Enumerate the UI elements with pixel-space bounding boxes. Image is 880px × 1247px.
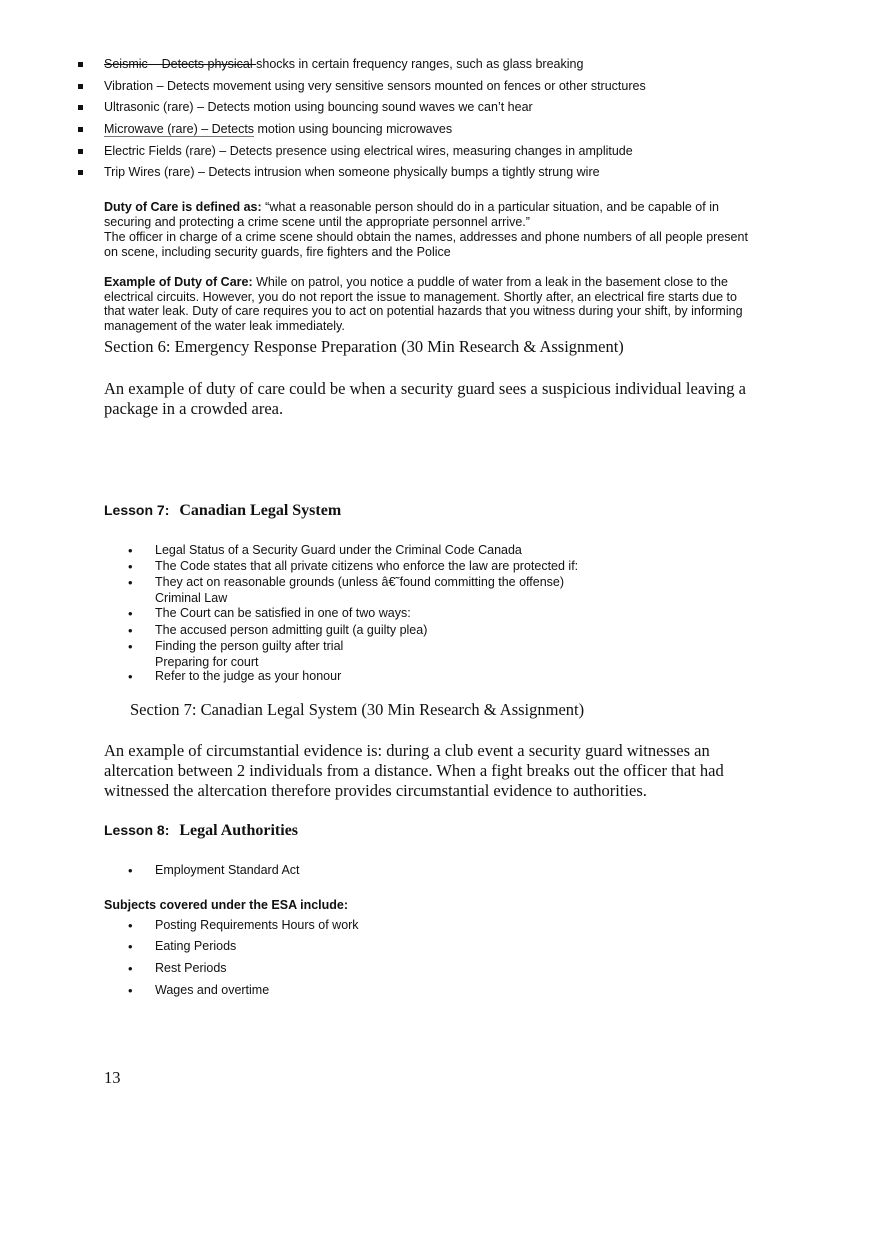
sensor-text: shocks in certain frequency ranges, such as glass breaking [256, 57, 584, 71]
lesson-number: Lesson 8: [104, 822, 170, 838]
duty-text: securing and protecting a crime scene until the appropriate personnel arrive.” [104, 215, 530, 229]
lesson-number: Lesson 7: [104, 502, 170, 518]
duty-example-text: management of the water leak immediately. [104, 319, 345, 333]
section7-answer-line: witnessed the altercation therefore provides circumstantial evidence to authorities. [104, 781, 647, 800]
bullet-icon: • [128, 983, 133, 998]
section7-answer-line: An example of circumstantial evidence is: during a club event a security guard witnesses an [104, 741, 710, 760]
lesson-title: Legal Authorities [179, 822, 299, 839]
section7-answer-line: altercation between 2 individuals from a distance. When a fight breaks out the officer that had [104, 761, 724, 780]
section6-title: Section 6: Emergency Response Preparation (30 Min Research & Assignment) [104, 337, 624, 356]
duty-example-text: While on patrol, you notice a puddle of water from a leak in the basement close to the [252, 275, 728, 289]
lesson7-item: Preparing for court [155, 655, 259, 669]
duty-example-text: electrical circuits. However, you do not report the issue to management. Shortly after, an electrical fire starts due to [104, 290, 737, 304]
lesson-heading [104, 822, 298, 840]
square-bullet-icon [78, 127, 83, 132]
bullet-icon: • [128, 606, 133, 621]
sensor-text: Ultrasonic (rare) – Detects motion using bouncing sound waves we can’t hear [104, 100, 533, 114]
sensor-item [104, 100, 533, 115]
bullet-icon: • [128, 543, 133, 558]
lesson7-item: The Court can be satisfied in one of two ways: [155, 606, 411, 620]
sensor-item [104, 57, 583, 72]
square-bullet-icon [78, 62, 83, 67]
duty-text: “what a reasonable person should do in a particular situation, and be capable of in [261, 200, 719, 214]
duty-example-line [104, 290, 737, 305]
duty-line [104, 230, 748, 245]
lesson7-item: Criminal Law [155, 591, 228, 605]
duty-example-text: that water leak. Duty of care requires you to act on potential hazards that you witness during your shift, by informing [104, 304, 743, 318]
sensor-item [104, 144, 633, 159]
sensor-text: motion using bouncing microwaves [254, 122, 453, 136]
bullet-icon: • [128, 918, 133, 933]
section6-answer-line: package in a crowded area. [104, 399, 284, 418]
page-number: 13 [104, 1068, 121, 1087]
duty-line [104, 215, 530, 230]
duty-text: on scene, including security guards, fire fighters and the Police [104, 245, 451, 259]
duty-label: Duty of Care is defined as: [104, 200, 262, 214]
sensor-text: Electric Fields (rare) – Detects presence using electrical wires, measuring changes in amplitude [104, 144, 633, 158]
bullet-icon: • [128, 639, 133, 654]
lesson7-item: Legal Status of a Security Guard under the Criminal Code Canada [155, 543, 522, 557]
bullet-icon: • [128, 939, 133, 954]
bullet-icon: • [128, 863, 133, 878]
lesson-heading [104, 502, 341, 520]
bullet-icon: • [128, 575, 133, 590]
lesson7-item: The Code states that all private citizens who enforce the law are protected if: [155, 559, 579, 573]
bullet-icon: • [128, 669, 133, 684]
underlined-text: Microwave (rare) – Detects [104, 122, 255, 136]
lesson7-item: Finding the person guilty after trial [155, 639, 344, 653]
sensor-text: Trip Wires (rare) – Detects intrusion when someone physically bumps a tightly strung wire [104, 165, 600, 179]
square-bullet-icon [78, 105, 83, 110]
square-bullet-icon [78, 170, 83, 175]
sensor-text: Vibration – Detects movement using very sensitive sensors mounted on fences or other structures [104, 79, 646, 93]
esa-subject-item: Rest Periods [155, 961, 227, 975]
duty-example-line [104, 304, 743, 319]
bullet-icon: • [128, 623, 133, 638]
esa-subject-item: Posting Requirements Hours of work [155, 918, 359, 932]
square-bullet-icon [78, 84, 83, 89]
section7-title: Section 7: Canadian Legal System (30 Min Research & Assignment) [130, 700, 585, 719]
sensor-item [104, 122, 452, 137]
bullet-icon: • [128, 559, 133, 574]
lesson8-item: Employment Standard Act [155, 863, 300, 877]
square-bullet-icon [78, 149, 83, 154]
duty-line [104, 200, 719, 215]
lesson7-item: The accused person admitting guilt (a guilty plea) [155, 623, 428, 637]
subjects-label: Subjects covered under the ESA include: [104, 898, 349, 912]
duty-example-label: Example of Duty of Care: [104, 275, 253, 289]
section6-answer-line: An example of duty of care could be when a security guard sees a suspicious individual leaving a [104, 379, 746, 398]
sensor-item [104, 79, 646, 94]
esa-subject-item: Eating Periods [155, 939, 237, 953]
sensor-item [104, 165, 600, 180]
duty-example-line [104, 319, 345, 334]
bullet-icon: • [128, 961, 133, 976]
duty-text: The officer in charge of a crime scene should obtain the names, addresses and phone numbers of all people present [104, 230, 748, 244]
lesson7-item: Refer to the judge as your honour [155, 669, 342, 683]
struck-text: Seismic – Detects physical [104, 57, 257, 71]
esa-subject-item: Wages and overtime [155, 983, 270, 997]
duty-example-line [104, 275, 728, 290]
lesson-title: Canadian Legal System [179, 502, 342, 519]
duty-line [104, 245, 451, 260]
lesson7-item: They act on reasonable grounds (unless â€˜found committing the offense) [155, 575, 565, 589]
